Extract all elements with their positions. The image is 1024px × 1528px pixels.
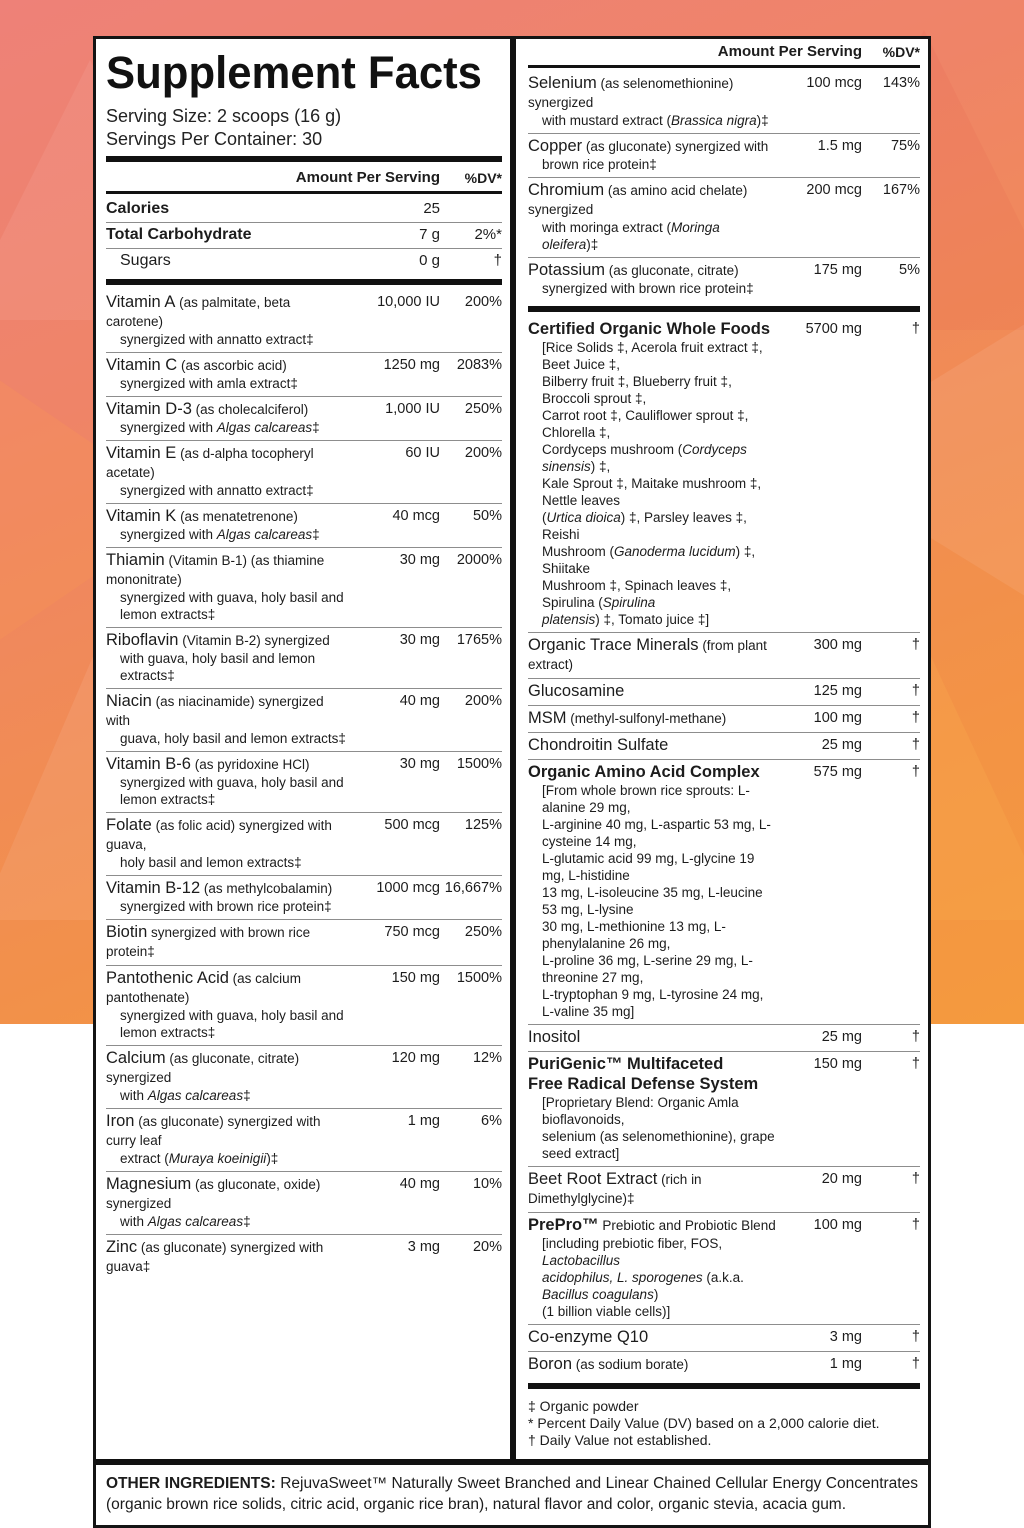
nutrient-amount: 300 mg bbox=[813, 637, 862, 653]
nutrient-dv: 250% bbox=[464, 401, 502, 417]
nutrient-dv: † bbox=[911, 764, 920, 780]
nutrient-name-block bbox=[106, 444, 348, 499]
nutrient-detail: (1 billion viable cells)] bbox=[542, 1304, 671, 1319]
nutrient-name-suffix: (as methylcobalamin) bbox=[200, 881, 333, 896]
nutrient-name: Biotin bbox=[106, 923, 148, 941]
nutrient-name-suffix: (as gluconate, citrate) synergized bbox=[106, 1051, 300, 1085]
nutrient-row bbox=[528, 633, 920, 678]
nutrient-name-block bbox=[528, 736, 776, 755]
nutrient-detail: synergized with guava, holy basil and bbox=[120, 1008, 344, 1023]
nutrient-amount: 30 mg bbox=[399, 632, 440, 648]
section-divider-bar bbox=[528, 1383, 920, 1389]
nutrient-name-block bbox=[106, 1175, 348, 1230]
nutrient-name-block bbox=[106, 969, 348, 1041]
nutrient-name: Chondroitin Sulfate bbox=[528, 736, 669, 754]
nutrient-detail: synergized with annatto extract‡ bbox=[120, 483, 314, 498]
nutrient-dv: † bbox=[911, 710, 920, 726]
nutrient-name-block bbox=[528, 1170, 776, 1208]
nutrient-detail: synergized with Algas calcareas‡ bbox=[120, 527, 320, 542]
nutrient-detail: Mushroom ‡, Spinach leaves ‡, Spirulina (Spirulina bbox=[542, 578, 732, 610]
nutrient-name-block bbox=[106, 507, 348, 543]
nutrient-detail: lemon extracts‡ bbox=[120, 607, 216, 622]
label-columns bbox=[96, 39, 928, 1459]
nutrient-name-suffix: (as gluconate, citrate) bbox=[605, 263, 739, 278]
nutrient-detail: with guava, holy basil and lemon extracts‡ bbox=[120, 651, 316, 683]
nutrient-name-block bbox=[528, 636, 776, 674]
nutrient-row bbox=[528, 1025, 920, 1051]
other-ingredients bbox=[96, 1465, 928, 1525]
nutrient-name-block bbox=[106, 879, 348, 915]
nutrient-dv: 167% bbox=[882, 182, 920, 198]
nutrient-amount: 40 mg bbox=[399, 1176, 440, 1192]
nutrient-detail: with moringa extract (Moringa oleifera)‡ bbox=[542, 220, 720, 252]
nutrient-detail: synergized with annatto extract‡ bbox=[120, 332, 314, 347]
nutrient-name: Calcium bbox=[106, 1049, 166, 1067]
nutrient-detail: Kale Sprout ‡, Maitake mushroom ‡, Nettle leaves bbox=[542, 476, 762, 508]
nutrient-name-suffix: synergized with brown rice protein‡ bbox=[106, 925, 311, 959]
nutrient-dv: 2000% bbox=[456, 552, 502, 568]
nutrient-name: Pantothenic Acid bbox=[106, 969, 229, 987]
nutrient-dv: † bbox=[911, 1171, 920, 1187]
nutrient-name: Glucosamine bbox=[528, 682, 625, 700]
percent-dv-header: %DV* bbox=[882, 44, 920, 60]
nutrient-detail: synergized with guava, holy basil and bbox=[120, 590, 344, 605]
footnote-percent-dv: * Percent Daily Value (DV) based on a 2,000 calorie diet. bbox=[528, 1415, 880, 1431]
nutrient-name: Riboflavin bbox=[106, 631, 179, 649]
nutrient-amount: 175 mg bbox=[813, 262, 862, 278]
nutrient-amount: 1.5 mg bbox=[817, 138, 862, 154]
nutrient-detail: extract (Muraya koeinigii)‡ bbox=[120, 1151, 279, 1166]
nutrient-name-suffix: (as niacinamide) synergized with bbox=[106, 694, 324, 728]
nutrient-detail: with Algas calcareas‡ bbox=[120, 1088, 251, 1103]
nutrient-amount: 25 mg bbox=[821, 737, 862, 753]
nutrient-row bbox=[106, 628, 502, 688]
nutrient-name-suffix: (Vitamin B-1) (as thiamine mononitrate) bbox=[106, 553, 325, 587]
nutrient-name-suffix: (as d-alpha tocopheryl acetate) bbox=[106, 446, 314, 480]
nutrient-dv bbox=[440, 200, 502, 218]
nutrient-name: MSM bbox=[528, 709, 567, 727]
nutrient-dv: † bbox=[493, 252, 502, 269]
supplements-list bbox=[528, 71, 920, 1389]
nutrient-detail: Bilberry fruit ‡, Blueberry fruit ‡, Broccoli sprout ‡, bbox=[542, 374, 732, 406]
nutrient-detail: L-tryptophan 9 mg, L-tyrosine 24 mg, L-valine 35 mg] bbox=[542, 987, 764, 1019]
nutrient-name-block bbox=[528, 709, 776, 728]
nutrient-name-block bbox=[528, 1055, 776, 1162]
nutrient-amount: 125 mg bbox=[813, 683, 862, 699]
nutrient-row bbox=[528, 760, 920, 1024]
nutrient-dv: 20% bbox=[472, 1239, 502, 1255]
nutrient-dv: † bbox=[911, 737, 920, 753]
nutrient-name: Boron bbox=[528, 1355, 573, 1373]
nutrient-detail: lemon extracts‡ bbox=[120, 792, 216, 807]
nutrient-row bbox=[106, 920, 502, 965]
nutrient-name: Zinc bbox=[106, 1238, 138, 1256]
nutrient-dv: 125% bbox=[464, 817, 502, 833]
nutrient-dv: † bbox=[911, 321, 920, 337]
nutrient-row bbox=[106, 548, 502, 627]
nutrient-amount: 100 mg bbox=[813, 1217, 862, 1233]
nutrient-name-block bbox=[528, 1028, 776, 1047]
nutrient-dv: † bbox=[911, 1056, 920, 1072]
footnote-organic-powder: ‡ Organic powder bbox=[528, 1398, 639, 1414]
nutrient-dv: 200% bbox=[464, 445, 502, 461]
nutrient-amount: 100 mg bbox=[813, 710, 862, 726]
nutrient-amount: 20 mg bbox=[821, 1171, 862, 1187]
nutrient-name: Chromium bbox=[528, 181, 605, 199]
nutrient-detail: selenium (as selenomethionine), grape seed extract] bbox=[542, 1129, 775, 1161]
header-underline-bar bbox=[528, 65, 920, 68]
nutrient-name-block bbox=[106, 400, 348, 436]
nutrient-detail: L-glutamic acid 99 mg, L-glycine 19 mg, L-histidine bbox=[542, 851, 755, 883]
nutrient-dv: 250% bbox=[464, 924, 502, 940]
nutrient-name-block bbox=[106, 356, 348, 392]
nutrient-amount: 40 mcg bbox=[392, 508, 440, 524]
nutrient-row bbox=[106, 441, 502, 503]
nutrient-name: Iron bbox=[106, 1112, 135, 1130]
supplement-facts-panel bbox=[93, 36, 931, 1528]
nutrient-detail: 13 mg, L-isoleucine 35 mg, L-leucine 53 mg, L-lysine bbox=[542, 885, 763, 917]
nutrient-name-block bbox=[106, 631, 348, 684]
nutrient-name-suffix: (as calcium pantothenate) bbox=[106, 971, 301, 1005]
nutrient-name-suffix: (from plant extract) bbox=[528, 638, 767, 672]
section-divider-bar bbox=[528, 306, 920, 312]
nutrient-detail: with mustard extract (Brassica nigra)‡ bbox=[542, 113, 769, 128]
nutrient-name-line2: Free Radical Defense System bbox=[528, 1075, 759, 1093]
left-column bbox=[96, 39, 510, 1459]
nutrient-name: Copper bbox=[528, 137, 583, 155]
nutrient-amount: 5700 mg bbox=[805, 321, 862, 337]
nutrient-amount: 750 mcg bbox=[384, 924, 440, 940]
nutrient-name-suffix: (as menatetrenone) bbox=[176, 509, 298, 524]
right-column-header bbox=[528, 41, 920, 62]
nutrient-detail: [Rice Solids ‡, Acerola fruit extract ‡, Beet Juice ‡, bbox=[542, 340, 763, 372]
nutrient-name-suffix: (as gluconate) synergized with curry leaf bbox=[106, 1114, 321, 1148]
nutrient-detail: 30 mg, L-methionine 13 mg, L-phenylalanine 26 mg, bbox=[542, 919, 726, 951]
nutrient-name: Selenium bbox=[528, 74, 597, 92]
nutrient-dv: 1500% bbox=[456, 756, 502, 772]
nutrient-name-block bbox=[106, 923, 348, 961]
other-ingredients-text: RejuvaSweet™ Naturally Sweet Branched and Linear Chained Cellular Energy Concentrates (organic brown rice solids, citric acid, organic rice bran), natural flavor and color, organic stevia, acacia gum. bbox=[106, 1475, 918, 1513]
nutrient-name-suffix: (methyl-sulfonyl-methane) bbox=[566, 711, 727, 726]
nutrient-dv: † bbox=[911, 637, 920, 653]
nutrient-name-suffix: (as sodium borate) bbox=[572, 1357, 689, 1372]
nutrient-name-suffix: (as ascorbic acid) bbox=[177, 358, 287, 373]
nutrient-name-suffix: (as selenomethionine) synergized bbox=[528, 76, 734, 110]
calories-row bbox=[106, 197, 502, 222]
nutrient-detail: L-proline 36 mg, L-serine 29 mg, L-threonine 27 mg, bbox=[542, 953, 753, 985]
nutrient-amount: 575 mg bbox=[813, 764, 862, 780]
nutrient-detail: acidophilus, L. sporogenes (a.k.a. Bacillus coagulans) bbox=[542, 1270, 744, 1302]
nutrient-name-block bbox=[106, 1238, 348, 1276]
nutrient-detail: Carrot root ‡, Cauliflower sprout ‡, Chlorella ‡, bbox=[542, 408, 749, 440]
nutrient-name-block bbox=[106, 293, 348, 348]
nutrient-dv: 12% bbox=[472, 1050, 502, 1066]
nutrient-row bbox=[528, 1352, 920, 1378]
nutrient-name-suffix: (as amino acid chelate) synergized bbox=[528, 183, 748, 217]
nutrient-row bbox=[106, 689, 502, 751]
nutrient-amount: 7 g bbox=[419, 226, 440, 243]
nutrient-dv: † bbox=[911, 1029, 920, 1045]
nutrient-detail: lemon extracts‡ bbox=[120, 1025, 216, 1040]
nutrient-dv: 200% bbox=[464, 693, 502, 709]
nutrient-row bbox=[106, 397, 502, 440]
section-divider-bar bbox=[106, 156, 502, 162]
nutrient-detail: [From whole brown rice sprouts: L-alanine 29 mg, bbox=[542, 783, 750, 815]
nutrient-row bbox=[528, 1052, 920, 1166]
nutrient-detail: guava, holy basil and lemon extracts‡ bbox=[120, 731, 346, 746]
nutrient-detail: synergized with amla extract‡ bbox=[120, 376, 298, 391]
nutrient-name: Vitamin E bbox=[106, 444, 177, 462]
nutrient-name: Certified Organic Whole Foods bbox=[528, 320, 771, 338]
nutrient-row bbox=[106, 966, 502, 1045]
nutrient-dv: 50% bbox=[472, 508, 502, 524]
nutrient-dv: 6% bbox=[481, 1113, 502, 1129]
nutrient-dv: † bbox=[911, 683, 920, 699]
nutrient-dv: 10% bbox=[472, 1176, 502, 1192]
nutrient-name: Total Carbohydrate bbox=[106, 226, 252, 243]
nutrient-name-block bbox=[106, 1112, 348, 1167]
nutrient-detail: synergized with brown rice protein‡ bbox=[120, 899, 332, 914]
nutrient-detail: [including prebiotic fiber, FOS, Lactobacillus bbox=[542, 1236, 723, 1268]
nutrient-amount: 1000 mcg bbox=[376, 880, 440, 896]
nutrient-name-block bbox=[528, 261, 776, 297]
nutrient-name-suffix: Prebiotic and Probiotic Blend bbox=[598, 1218, 776, 1233]
nutrient-name: Vitamin D-3 bbox=[106, 400, 192, 418]
nutrient-row bbox=[528, 134, 920, 177]
nutrient-name: Vitamin A bbox=[106, 293, 176, 311]
nutrient-name-block bbox=[528, 682, 776, 701]
nutrient-name-suffix: (rich in Dimethylglycine)‡ bbox=[528, 1172, 702, 1206]
nutrient-amount: 500 mcg bbox=[384, 817, 440, 833]
nutrient-name-block bbox=[528, 181, 776, 253]
nutrient-dv: 1500% bbox=[456, 970, 502, 986]
nutrient-name: Beet Root Extract bbox=[528, 1170, 658, 1188]
nutrient-row bbox=[528, 317, 920, 632]
nutrient-row bbox=[528, 679, 920, 705]
nutrient-detail: holy basil and lemon extracts‡ bbox=[120, 855, 302, 870]
nutrient-amount: 10,000 IU bbox=[377, 294, 440, 310]
nutrient-name: Co-enzyme Q10 bbox=[528, 1328, 649, 1346]
total-carbohydrate-row bbox=[106, 223, 502, 248]
nutrient-name-block bbox=[528, 763, 776, 1020]
nutrient-amount: 1250 mg bbox=[383, 357, 440, 373]
nutrient-row bbox=[106, 752, 502, 812]
nutrient-detail: (Urtica dioica) ‡, Parsley leaves ‡, Reishi bbox=[542, 510, 747, 542]
nutrient-detail: with Algas calcareas‡ bbox=[120, 1214, 251, 1229]
nutrient-row bbox=[528, 258, 920, 301]
nutrient-name: Thiamin bbox=[106, 551, 165, 569]
nutrient-dv: 16,667% bbox=[444, 880, 502, 896]
nutrient-detail: [Proprietary Blend: Organic Amla bioflavonoids, bbox=[542, 1095, 739, 1127]
nutrient-name-block bbox=[528, 1328, 776, 1347]
nutrient-dv: 143% bbox=[882, 75, 920, 91]
nutrient-detail: Cordyceps mushroom (Cordyceps sinensis) ‡, bbox=[542, 442, 747, 474]
nutrient-row bbox=[528, 706, 920, 732]
nutrient-amount: 60 IU bbox=[405, 445, 440, 461]
nutrient-row bbox=[106, 353, 502, 396]
nutrient-detail: brown rice protein‡ bbox=[542, 157, 657, 172]
nutrient-name-block bbox=[106, 755, 348, 808]
nutrient-amount: 3 mg bbox=[829, 1329, 862, 1345]
nutrient-amount: 1 mg bbox=[407, 1113, 440, 1129]
nutrient-amount: 150 mg bbox=[813, 1056, 862, 1072]
sugars-row bbox=[106, 249, 502, 274]
nutrient-amount: 40 mg bbox=[399, 693, 440, 709]
nutrient-name: Organic Amino Acid Complex bbox=[528, 763, 760, 781]
nutrient-name-suffix: (as gluconate) synergized with guava‡ bbox=[106, 1240, 324, 1274]
nutrient-name-suffix: (as cholecalciferol) bbox=[191, 402, 309, 417]
nutrient-name: Organic Trace Minerals bbox=[528, 636, 699, 654]
nutrient-amount: 150 mg bbox=[391, 970, 440, 986]
nutrient-name-block bbox=[106, 551, 348, 623]
nutrient-name-suffix: (as pyridoxine HCl) bbox=[190, 757, 310, 772]
nutrient-name: Magnesium bbox=[106, 1175, 192, 1193]
nutrient-name-block bbox=[528, 74, 776, 129]
nutrient-dv: † bbox=[911, 1329, 920, 1345]
nutrient-amount: 25 mg bbox=[821, 1029, 862, 1045]
nutrient-name: Sugars bbox=[120, 252, 171, 269]
nutrient-detail: synergized with Algas calcareas‡ bbox=[120, 420, 320, 435]
amount-per-serving-header: Amount Per Serving bbox=[295, 169, 440, 186]
footnotes bbox=[528, 1394, 920, 1455]
nutrient-name: Inositol bbox=[528, 1028, 581, 1046]
nutrient-dv: 5% bbox=[899, 262, 920, 278]
nutrient-row bbox=[528, 178, 920, 257]
nutrient-row bbox=[106, 1235, 502, 1280]
nutrient-dv: 2083% bbox=[456, 357, 502, 373]
panel-title: Supplement Facts bbox=[106, 47, 482, 98]
percent-dv-header: %DV* bbox=[464, 170, 502, 186]
nutrient-name-block bbox=[106, 692, 348, 747]
nutrient-row bbox=[106, 813, 502, 875]
nutrient-name: Vitamin K bbox=[106, 507, 177, 525]
nutrient-amount: 30 mg bbox=[399, 552, 440, 568]
nutrient-amount: 200 mcg bbox=[806, 182, 862, 198]
nutrient-row bbox=[528, 1213, 920, 1324]
nutrient-name: Vitamin C bbox=[106, 356, 178, 374]
nutrient-detail: L-arginine 40 mg, L-aspartic 53 mg, L-cysteine 14 mg, bbox=[542, 817, 771, 849]
nutrient-detail: synergized with guava, holy basil and bbox=[120, 775, 344, 790]
nutrient-detail: synergized with brown rice protein‡ bbox=[542, 281, 754, 296]
right-column bbox=[516, 39, 928, 1459]
nutrient-amount: 3 mg bbox=[407, 1239, 440, 1255]
nutrient-name-block bbox=[528, 137, 776, 173]
nutrient-name-suffix: (as folic acid) synergized with guava, bbox=[106, 818, 332, 852]
nutrient-name: Vitamin B-6 bbox=[106, 755, 191, 773]
nutrient-detail: Mushroom (Ganoderma lucidum) ‡, Shiitake bbox=[542, 544, 756, 576]
nutrient-amount: 1,000 IU bbox=[385, 401, 440, 417]
nutrient-name-suffix: (Vitamin B-2) synergized bbox=[178, 633, 330, 648]
nutrient-dv: 75% bbox=[890, 138, 920, 154]
nutrient-name: Calories bbox=[106, 200, 170, 217]
section-divider-bar bbox=[106, 279, 502, 285]
nutrient-name-suffix: (as gluconate, oxide) synergized bbox=[106, 1177, 321, 1211]
nutrient-amount: 25 bbox=[423, 200, 440, 217]
nutrient-row bbox=[106, 1109, 502, 1171]
nutrient-name-block bbox=[106, 1049, 348, 1104]
footnote-dv-not-established: † Daily Value not established. bbox=[528, 1432, 712, 1448]
vitamins-minerals-list bbox=[106, 290, 502, 1280]
nutrient-row bbox=[528, 733, 920, 759]
nutrient-name: PrePro™ bbox=[528, 1216, 599, 1234]
nutrient-row bbox=[528, 1325, 920, 1351]
nutrient-name-block bbox=[528, 1355, 776, 1374]
nutrient-row bbox=[106, 876, 502, 919]
nutrient-name: Niacin bbox=[106, 692, 152, 710]
other-ingredients-label: OTHER INGREDIENTS: bbox=[106, 1475, 276, 1492]
nutrient-name: PuriGenic™ Multifaceted bbox=[528, 1055, 724, 1073]
nutrient-row bbox=[528, 71, 920, 133]
nutrient-detail: platensis) ‡, Tomato juice ‡] bbox=[542, 612, 710, 627]
nutrient-amount: 30 mg bbox=[399, 756, 440, 772]
amount-per-serving-header: Amount Per Serving bbox=[717, 43, 862, 60]
servings-per-container-text: Servings Per Container: 30 bbox=[106, 129, 323, 149]
nutrient-row bbox=[528, 1167, 920, 1212]
serving-size-text: Serving Size: 2 scoops (16 g) bbox=[106, 106, 342, 126]
nutrient-row bbox=[106, 1172, 502, 1234]
nutrient-name-block bbox=[528, 320, 776, 628]
nutrient-dv: 2%* bbox=[474, 226, 502, 243]
nutrient-name: Potassium bbox=[528, 261, 606, 279]
nutrient-amount: 120 mg bbox=[391, 1050, 440, 1066]
nutrient-dv: 200% bbox=[464, 294, 502, 310]
left-column-header bbox=[106, 167, 502, 188]
header-underline-bar bbox=[106, 191, 502, 194]
nutrient-name: Folate bbox=[106, 816, 152, 834]
nutrient-dv: † bbox=[911, 1217, 920, 1233]
nutrient-amount: 1 mg bbox=[829, 1356, 862, 1372]
nutrient-amount: 0 g bbox=[419, 252, 440, 269]
nutrient-name-suffix: (as gluconate) synergized with bbox=[582, 139, 769, 154]
nutrient-row bbox=[106, 290, 502, 352]
nutrient-row bbox=[106, 1046, 502, 1108]
nutrient-name-block bbox=[106, 816, 348, 871]
nutrient-name-suffix: (as palmitate, beta carotene) bbox=[106, 295, 291, 329]
nutrient-name-block bbox=[528, 1216, 776, 1320]
nutrient-dv: † bbox=[911, 1356, 920, 1372]
nutrient-dv: 1765% bbox=[456, 632, 502, 648]
nutrient-amount: 100 mcg bbox=[806, 75, 862, 91]
nutrient-name: Vitamin B-12 bbox=[106, 879, 201, 897]
nutrient-row bbox=[106, 504, 502, 547]
